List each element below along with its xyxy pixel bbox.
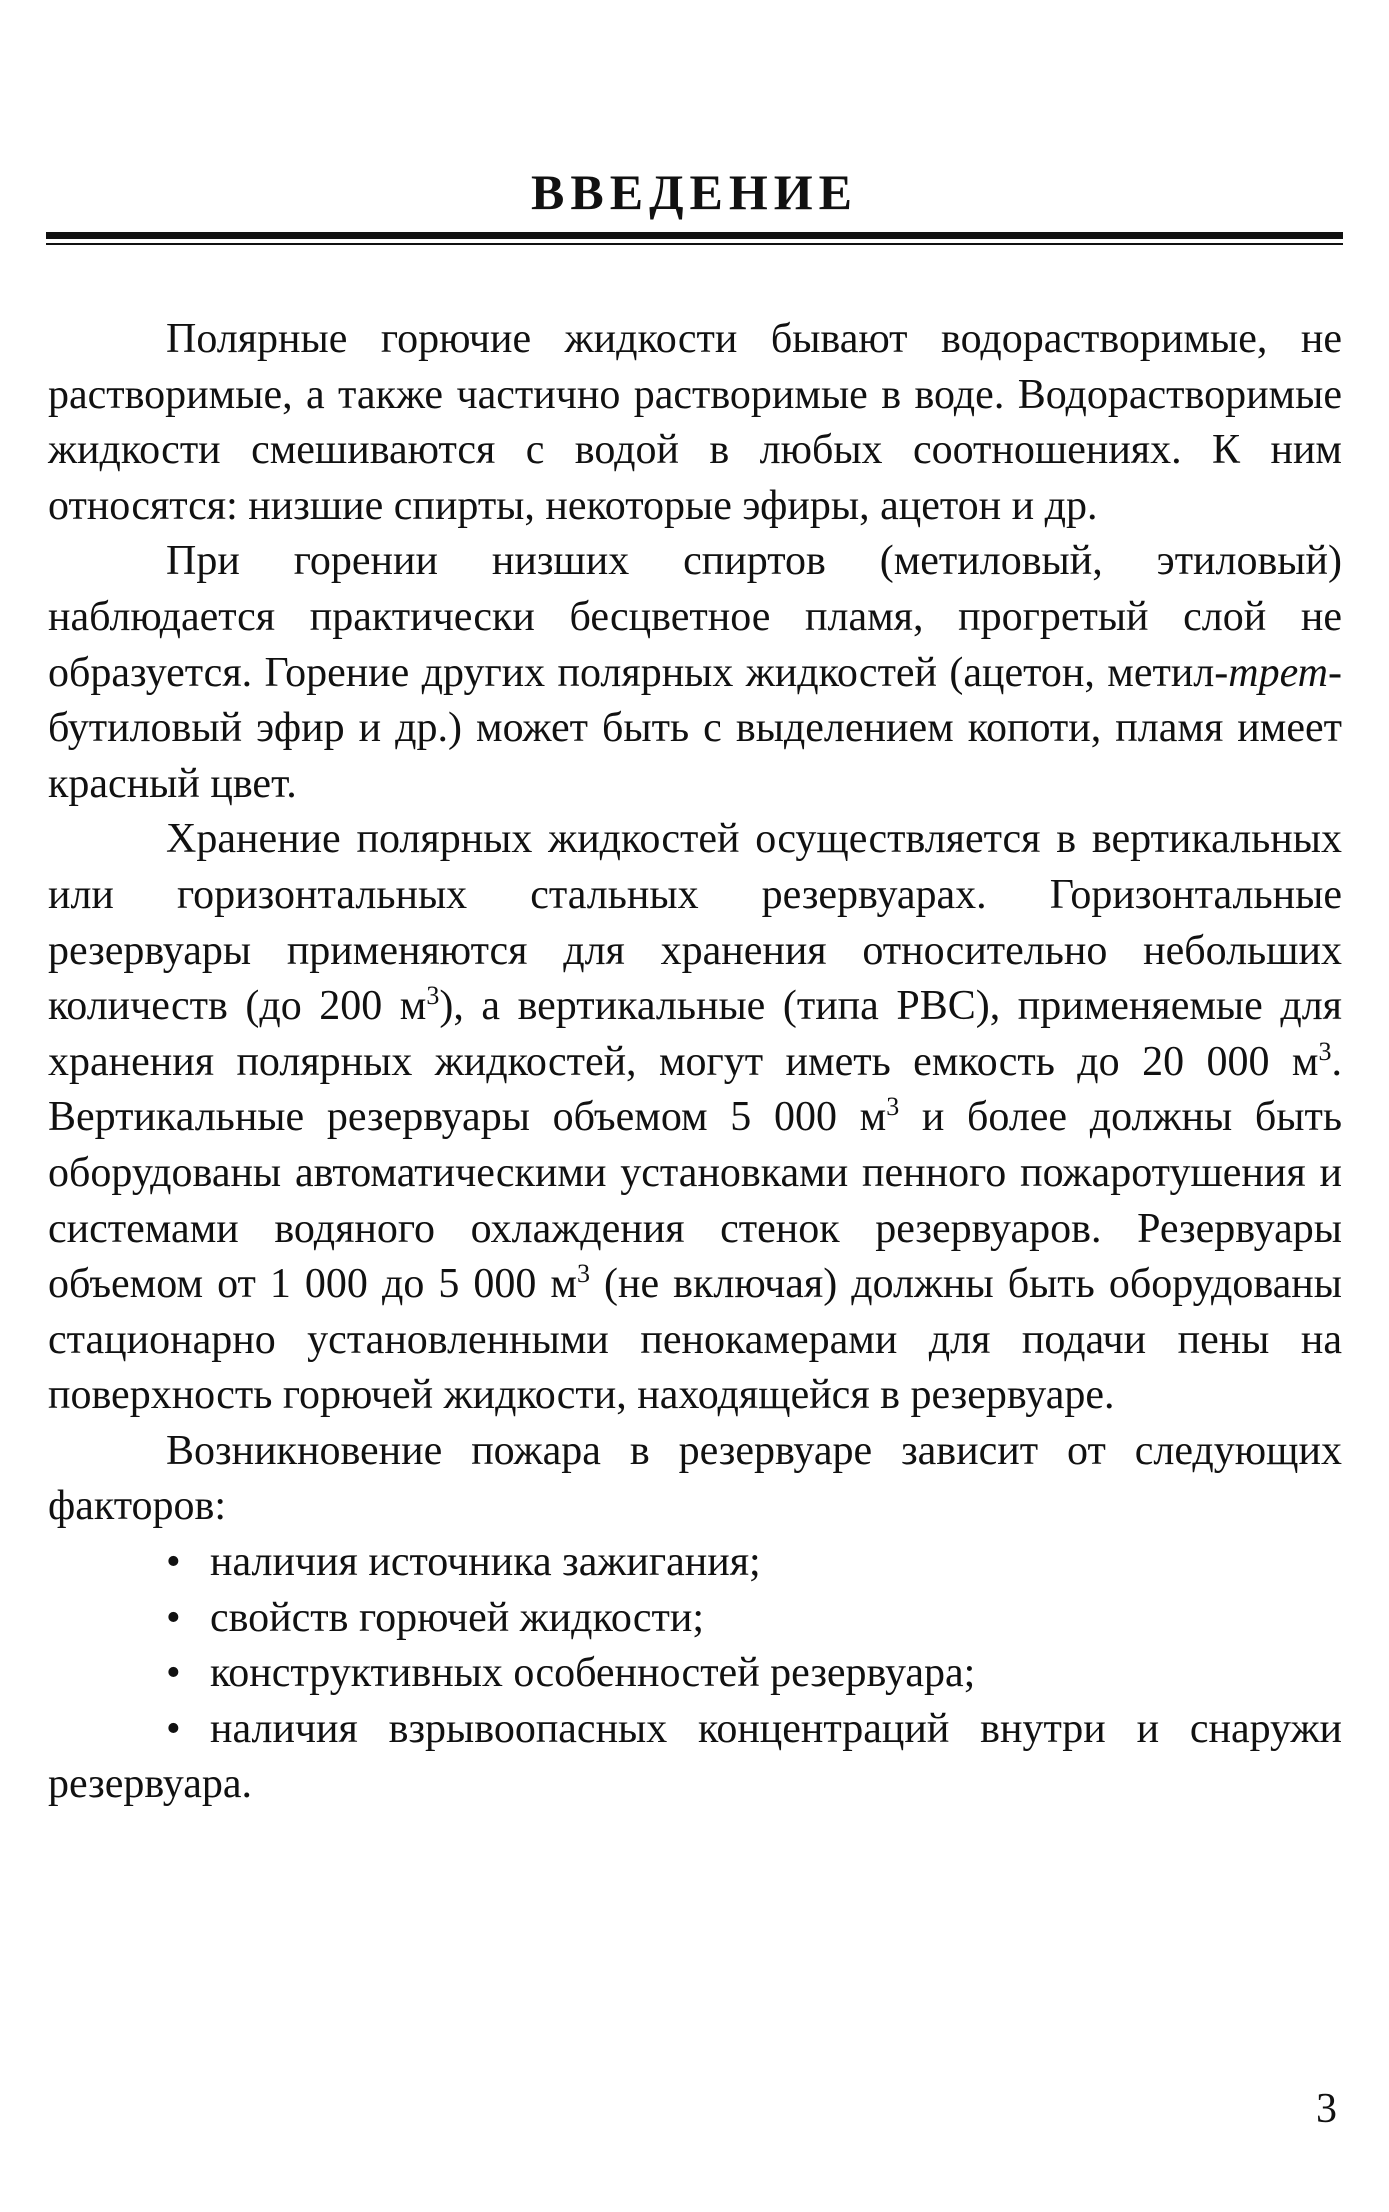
paragraph-3-text-b: ), а вертикальные (типа РВС), применяемые для хранения полярных жидкостей, могут иметь емкость до 20 000 м [48, 983, 1342, 1085]
cubic-superscript: 3 [886, 1092, 900, 1122]
paragraph-3-text-a: Хранение полярных жидкостей осуществляется в вертикальных или горизонтальных стальных резервуарах. Горизонтальные резервуары применяются для хранения относительно небольших количеств (до 200 м [48, 816, 1342, 1030]
bullet-icon: • [166, 1594, 181, 1641]
paragraph-2-text-a: При горении низших спиртов (метиловый, этиловый) наблюдается практически бесцветное пламя, прогретый слой не образуется. Горение других полярных жидкостей (ацетон, метил- [48, 538, 1342, 696]
list-item-text: наличия взрывоопасных концентраций внутри и снаружи резервуара. [48, 1705, 1342, 1808]
paragraph-3-text-d: и более должны быть оборудованы автоматическими установками пенного пожаротушения и системами водяного охлаждения стенок резервуаров. Резервуары объемом от 1 000 до 5 000 м [48, 1094, 1342, 1308]
chapter-title: ВВЕДЕНИЕ [531, 164, 858, 220]
paragraph-2 [48, 534, 1342, 812]
list-item-text: свойств горючей жидкости; [210, 1594, 705, 1641]
cubic-superscript: 3 [1318, 1036, 1332, 1066]
body-text [48, 312, 1342, 1813]
list-item [48, 1591, 1342, 1647]
paragraph-3 [48, 812, 1342, 1424]
list-item-text: конструктивных особенностей резервуара; [210, 1650, 976, 1697]
list-item [48, 1702, 1342, 1813]
title-rule-thin [46, 243, 1343, 245]
paragraph-4: Возникновение пожара в резервуаре зависит от следующих факторов: [48, 1427, 1342, 1530]
paragraph-3-text-c: . Вертикальные резервуары объемом 5 000 м [48, 1038, 1342, 1141]
title-rule-thick [46, 232, 1343, 239]
factor-list [48, 1535, 1342, 1813]
list-item-text: наличия источника зажигания; [210, 1539, 761, 1586]
bullet-icon: • [166, 1539, 181, 1586]
page-number: 3 [1316, 2086, 1337, 2132]
bullet-icon: • [166, 1650, 181, 1697]
bullet-icon: • [166, 1705, 181, 1752]
paragraph-3-text-e: (не включая) должны быть оборудованы стационарно установленными пенокамерами для подачи пены на поверхность горючей жидкости, находящейся в резервуаре. [48, 1261, 1342, 1419]
list-item [48, 1535, 1342, 1591]
cubic-superscript: 3 [426, 981, 440, 1011]
paragraph-2-text-b: -бутиловый эфир и др.) может быть с выделением копоти, пламя имеет красный цвет. [48, 649, 1342, 807]
cubic-superscript: 3 [576, 1259, 590, 1289]
paragraph-2-italic-term: трет [1228, 649, 1328, 696]
list-item [48, 1646, 1342, 1702]
paragraph-1: Полярные горючие жидкости бывают водорастворимые, не растворимые, а также частично растворимые в воде. Водорастворимые жидкости смешиваются с водой в любых соотношениях. К ним относятся: низшие спирты, некоторые эфиры, ацетон и др. [48, 316, 1342, 529]
